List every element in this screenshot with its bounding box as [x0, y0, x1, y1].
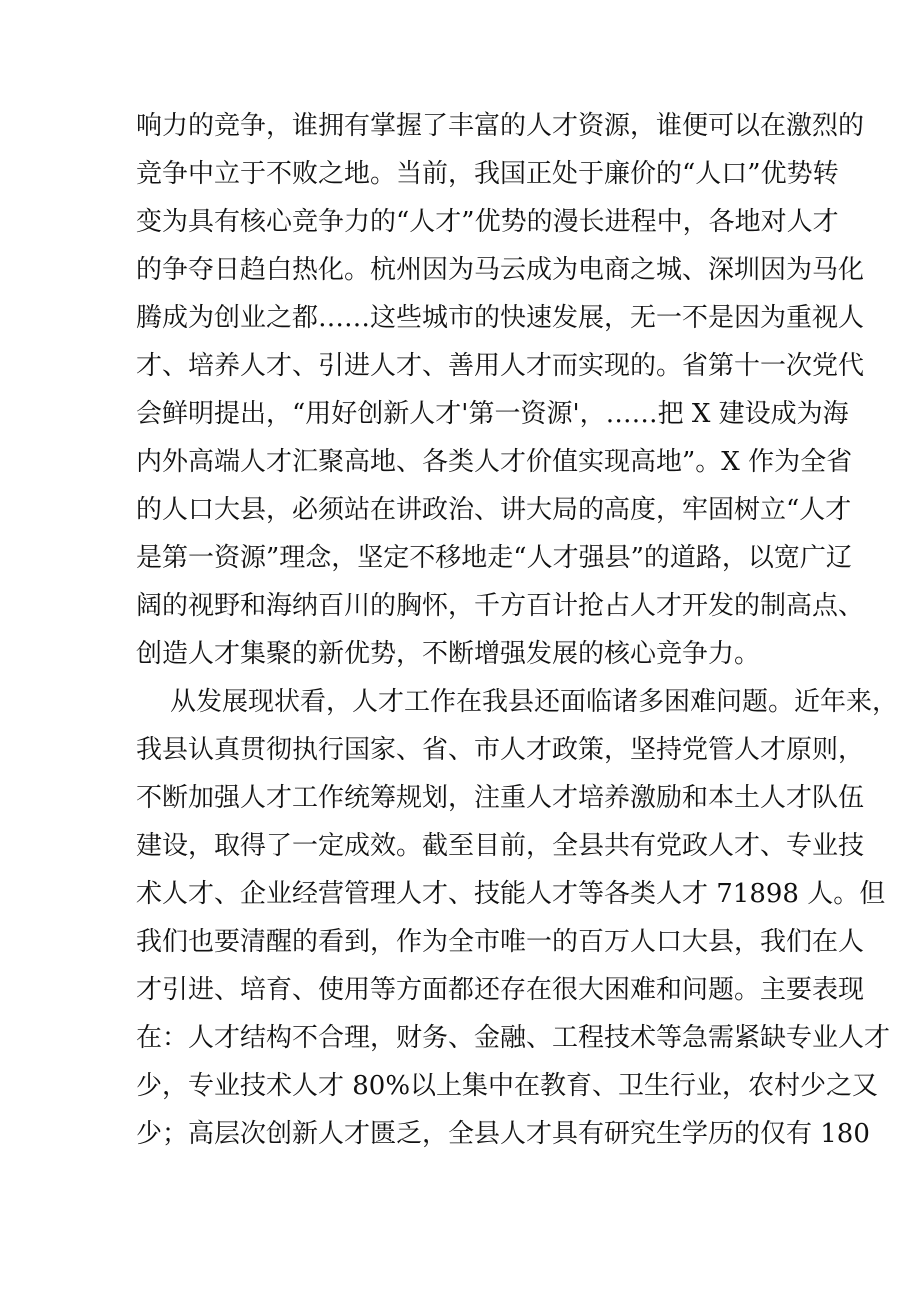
text-line: 术人才、企业经营管理人才、技能人才等各类人才 71898 人。但 — [136, 879, 886, 909]
text-line: 才引进、培育、使用等方面都还存在很大困难和问题。主要表现 — [136, 975, 865, 1005]
text-line: 腾成为创业之都……这些城市的快速发展，无一不是因为重视人 — [136, 303, 865, 333]
text-line: 我县认真贯彻执行国家、省、市人才政策，坚持党管人才原则， — [136, 735, 865, 765]
text-line: 是第一资源”理念，坚定不移地走“人才强县”的道路，以宽广辽 — [136, 543, 852, 573]
text-line: 的争夺日趋白热化。杭州因为马云成为电商之城、深圳因为马化 — [136, 255, 865, 285]
text-line: 会鲜明提出，“用好创新人才'第一资源'，……把 X 建设成为海 — [136, 399, 849, 429]
text-line: 我们也要清醒的看到，作为全市唯一的百万人口大县，我们在人 — [136, 927, 865, 957]
text-line: 在：人才结构不合理，财务、金融、工程技术等急需紧缺专业人才 — [136, 1023, 891, 1053]
text-line: 内外高端人才汇聚高地、各类人才价值实现高地”。X 作为全省 — [136, 447, 853, 477]
text-line: 阔的视野和海纳百川的胸怀，千方百计抢占人才开发的制高点、 — [136, 591, 865, 621]
text-line: 从发展现状看，人才工作在我县还面临诸多困难问题。近年来， — [170, 687, 899, 717]
text-line: 才、培养人才、引进人才、善用人才而实现的。省第十一次党代 — [136, 351, 865, 381]
text-line: 变为具有核心竞争力的“人才”优势的漫长进程中，各地对人才 — [136, 207, 839, 237]
text-line: 建设，取得了一定成效。截至目前，全县共有党政人才、专业技 — [136, 831, 865, 861]
text-line: 竞争中立于不败之地。当前，我国正处于廉价的“人口”优势转 — [136, 159, 839, 189]
text-line: 创造人才集聚的新优势，不断增强发展的核心竞争力。 — [136, 639, 761, 669]
text-line: 不断加强人才工作统筹规划，注重人才培养激励和本土人才队伍 — [136, 783, 865, 813]
text-line: 的人口大县，必须站在讲政治、讲大局的高度，牢固树立“人才 — [136, 495, 852, 525]
text-line: 少，专业技术人才 80%以上集中在教育、卫生行业，农村少之又 — [136, 1071, 879, 1101]
text-line: 少；高层次创新人才匮乏，全县人才具有研究生学历的仅有 180 — [136, 1119, 870, 1149]
text-line: 响力的竞争，谁拥有掌握了丰富的人才资源，谁便可以在激烈的 — [136, 111, 865, 141]
